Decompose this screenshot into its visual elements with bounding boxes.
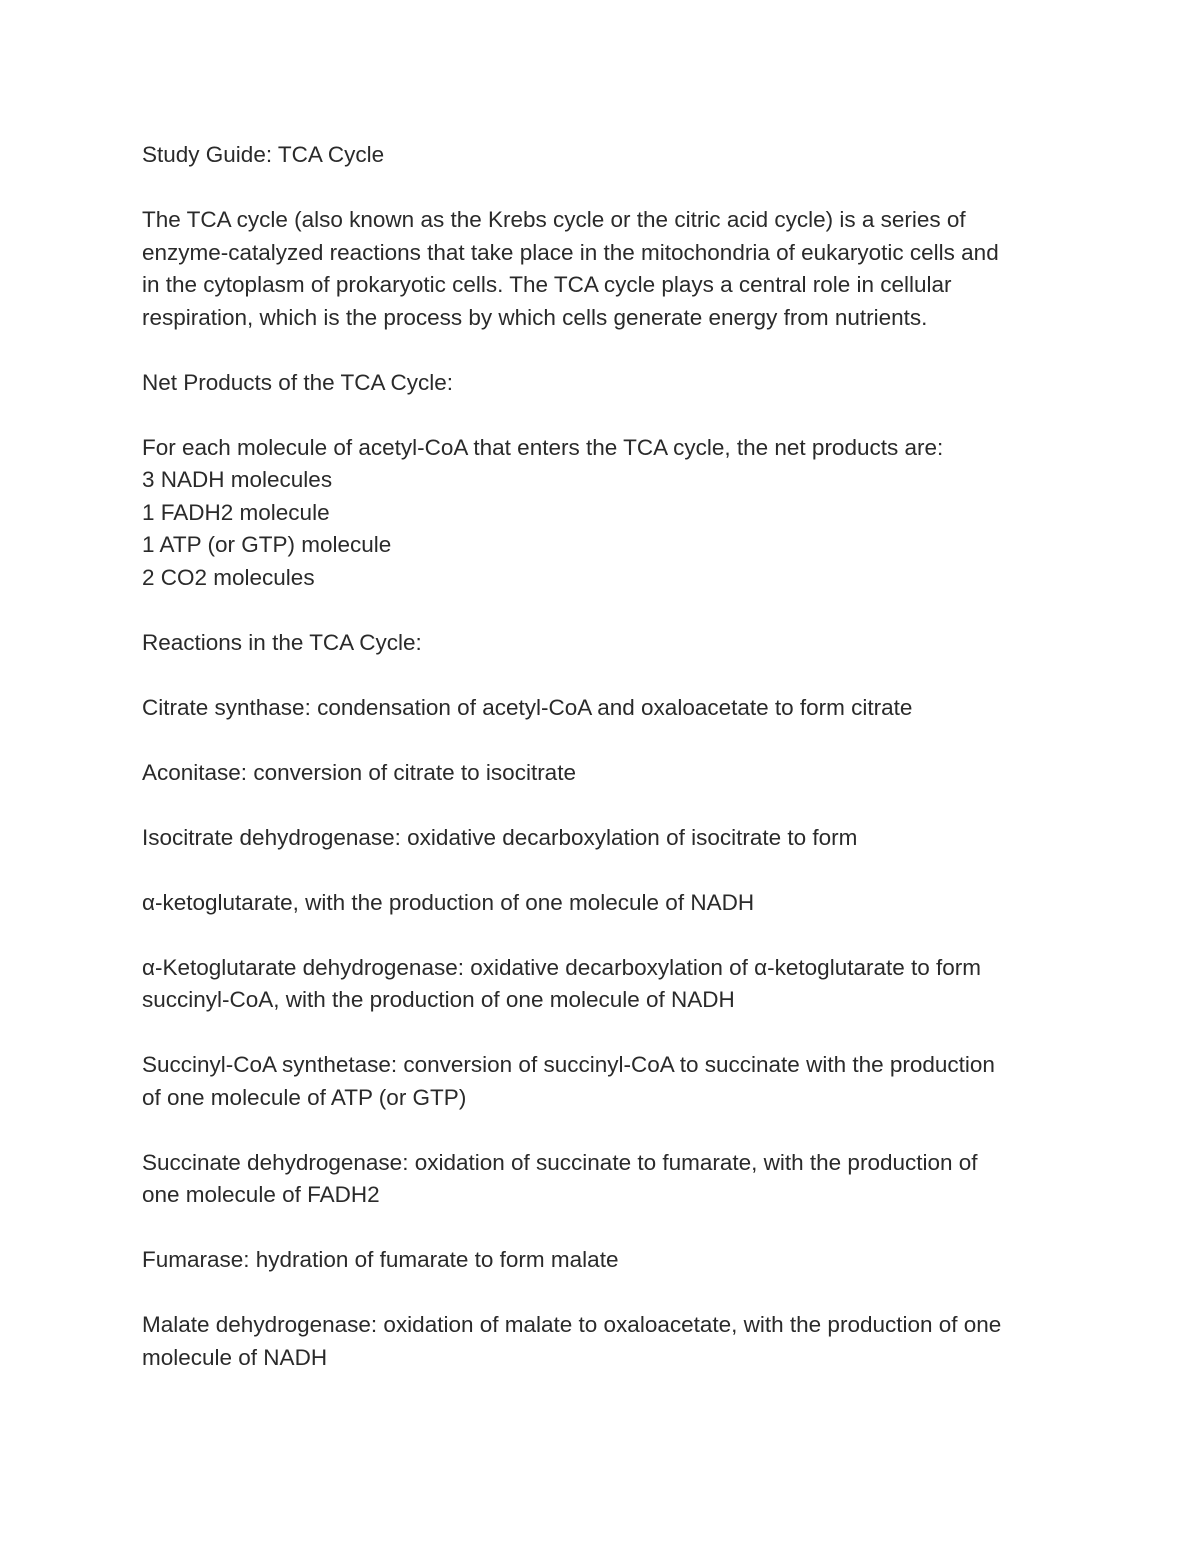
net-products-heading: Net Products of the TCA Cycle: [142,369,453,395]
reaction-line: molecule of NADH [142,1344,328,1370]
spacer [142,1277,1062,1310]
intro-line: respiration, which is the process by which cells generate energy from nutrients. [142,304,928,330]
reaction-isocitrate-dehydrogenase-continued [142,887,1062,920]
reaction-citrate-synthase [142,692,1062,725]
spacer [142,854,1062,887]
reaction-line: one molecule of FADH2 [142,1182,380,1207]
reaction-line: Citrate synthase: condensation of acetyl-CoA and oxaloacetate to form citrate [142,694,913,720]
net-products-list [142,464,1062,594]
spacer [142,1017,1062,1050]
reaction-line: α-ketoglutarate, with the production of one molecule of NADH [142,889,755,915]
page-title: Study Guide: TCA Cycle [142,142,385,167]
intro-paragraph [142,204,1062,334]
reaction-aconitase [142,757,1062,790]
list-item: 3 NADH molecules [142,467,333,492]
intro-line: enzyme-catalyzed reactions that take place in the mitochondria of eukaryotic cells and [142,239,999,265]
reaction-line: Succinyl-CoA synthetase: conversion of succinyl-CoA to succinate with the production [142,1052,995,1077]
spacer [142,172,1062,205]
spacer [142,1114,1062,1147]
reactions-heading: Reactions in the TCA Cycle: [142,629,422,655]
net-products-lead: For each molecule of acetyl-CoA that enters the TCA cycle, the net products are: [142,434,944,460]
reaction-line: Isocitrate dehydrogenase: oxidative decarboxylation of isocitrate to form [142,824,858,850]
reaction-line: α-Ketoglutarate dehydrogenase: oxidative decarboxylation of α-ketoglutarate to form [142,954,982,980]
reaction-line: Aconitase: conversion of citrate to isocitrate [142,759,576,785]
spacer [142,594,1062,627]
spacer [142,334,1062,367]
reaction-isocitrate-dehydrogenase [142,822,1062,855]
reaction-line: Fumarase: hydration of fumarate to form malate [142,1247,619,1272]
intro-line: The TCA cycle (also known as the Krebs cycle or the citric acid cycle) is a series of [142,207,966,232]
reaction-alpha-ketoglutarate-dehydrogenase [142,952,1062,1017]
spacer [142,399,1062,432]
reaction-line: succinyl-CoA, with the production of one molecule of NADH [142,987,735,1012]
list-item: 2 CO2 molecules [142,564,315,590]
reaction-line: Malate dehydrogenase: oxidation of malate to oxaloacetate, with the production of one [142,1312,1002,1337]
reaction-line: Succinate dehydrogenase: oxidation of succinate to fumarate, with the production of [142,1149,978,1175]
list-item: 1 FADH2 molecule [142,499,330,525]
spacer [142,919,1062,952]
intro-line: in the cytoplasm of prokaryotic cells. The TCA cycle plays a central role in cellular [142,272,952,297]
spacer [142,1212,1062,1245]
list-item: 1 ATP (or GTP) molecule [142,532,392,557]
spacer [142,724,1062,757]
reaction-malate-dehydrogenase [142,1309,1062,1374]
reaction-succinate-dehydrogenase [142,1147,1062,1212]
document-body [142,139,1062,1374]
spacer [142,789,1062,822]
reaction-fumarase [142,1244,1062,1277]
reaction-succinyl-coa-synthetase [142,1049,1062,1114]
spacer [142,659,1062,692]
reaction-line: of one molecule of ATP (or GTP) [142,1084,467,1110]
